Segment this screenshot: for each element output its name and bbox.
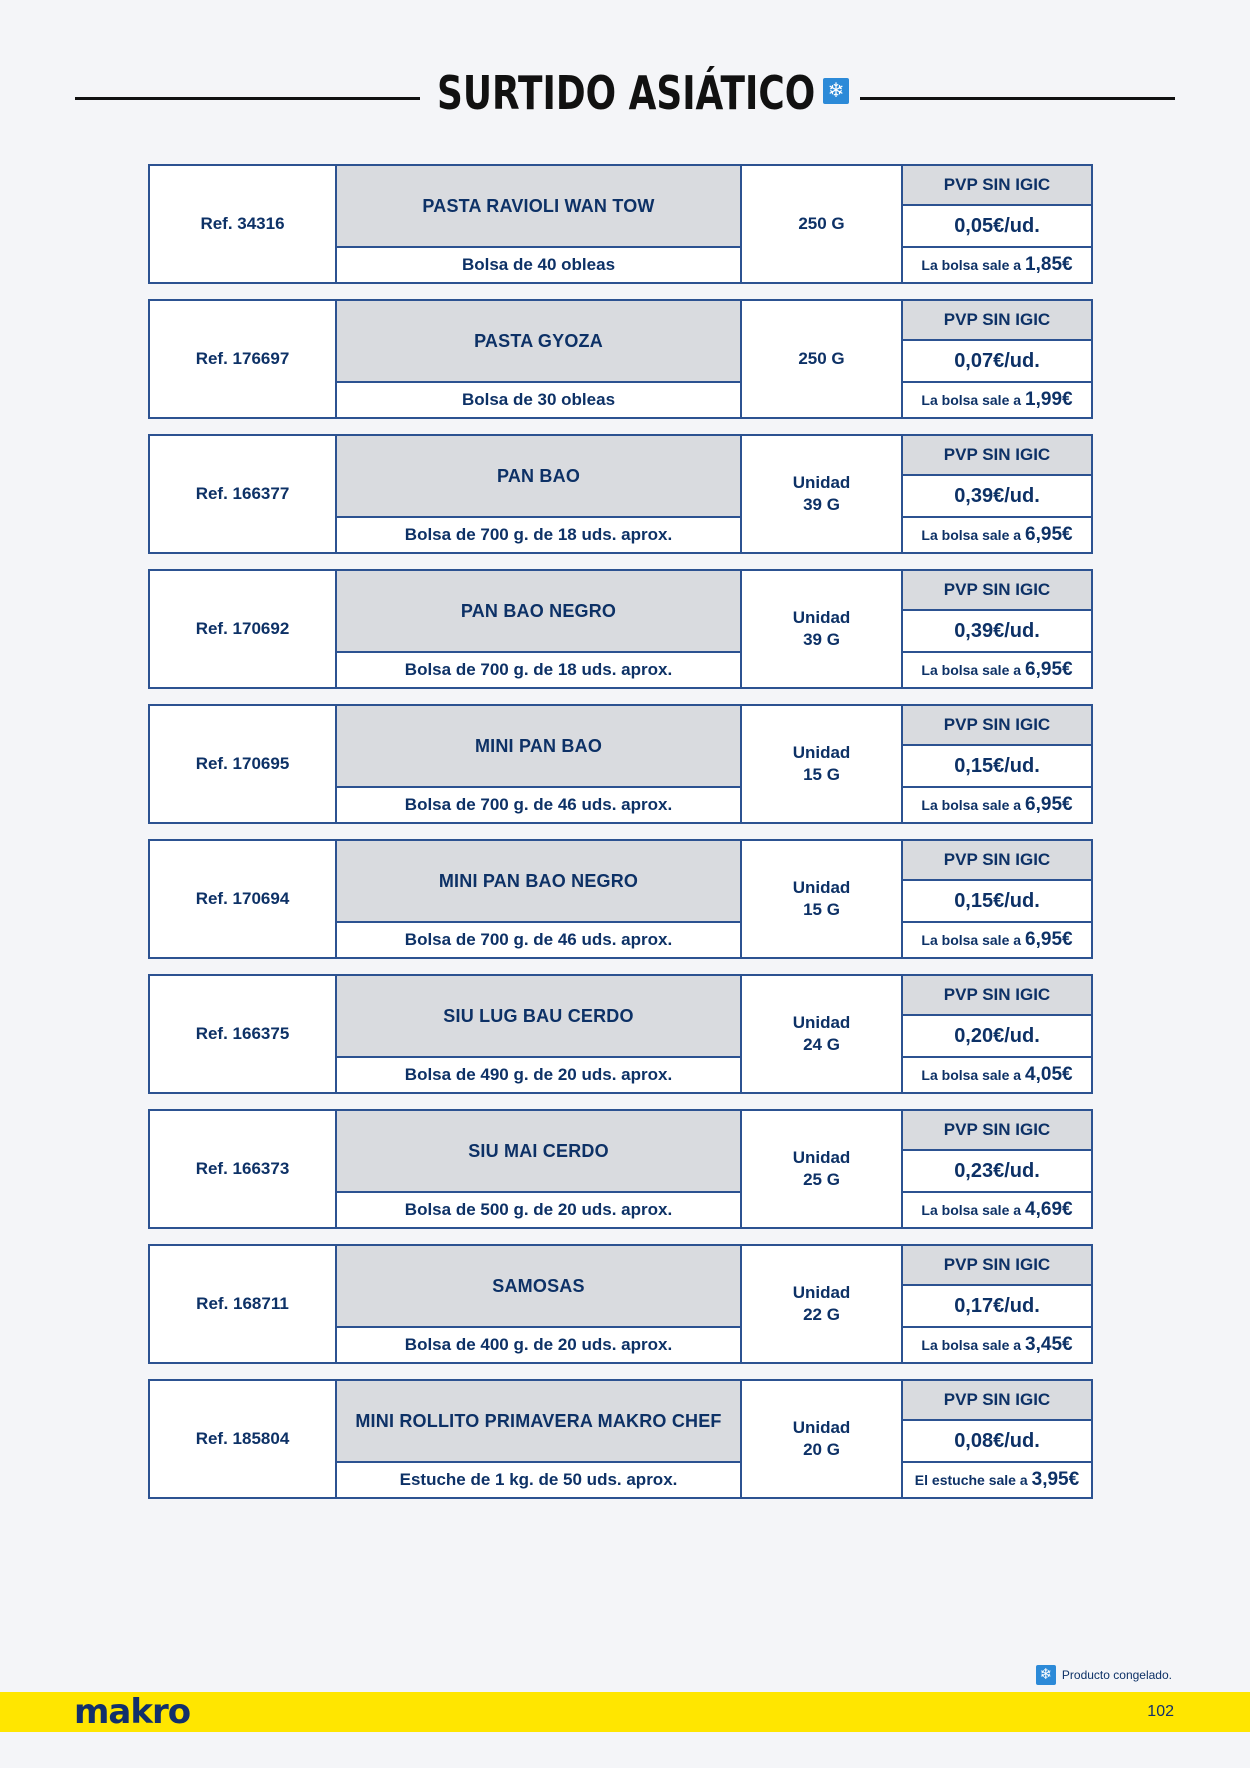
weight-value: 39 G xyxy=(803,495,840,514)
product-name: MINI PAN BAO NEGRO xyxy=(337,841,742,923)
product-ref: Ref. 170694 xyxy=(150,841,337,957)
product-card xyxy=(148,299,1093,419)
pack-price-label: La bolsa sale a xyxy=(921,527,1022,543)
product-weight xyxy=(742,841,903,957)
pack-price xyxy=(903,1193,1091,1227)
price-header: PVP SIN IGIC xyxy=(903,1111,1091,1151)
header-rule-left xyxy=(75,97,420,100)
weight-value: 15 G xyxy=(803,900,840,919)
pack-price xyxy=(903,1328,1091,1362)
price-header: PVP SIN IGIC xyxy=(903,166,1091,206)
product-weight xyxy=(742,166,903,282)
pack-price-label: La bolsa sale a xyxy=(921,932,1022,948)
product-ref: Ref. 168711 xyxy=(150,1246,337,1362)
weight-unit-label: Unidad xyxy=(792,1418,851,1437)
pack-price-value: 6,95€ xyxy=(1025,794,1073,815)
product-name: PASTA GYOZA xyxy=(337,301,742,383)
weight-value: 24 G xyxy=(803,1035,840,1054)
unit-price: 0,05€/ud. xyxy=(903,206,1091,248)
pack-price-value: 3,95€ xyxy=(1031,1469,1080,1490)
snowflake-icon: ❄ xyxy=(1036,1665,1056,1685)
weight-value: 250 G xyxy=(798,214,845,233)
price-header: PVP SIN IGIC xyxy=(903,706,1091,746)
weight-value: 25 G xyxy=(803,1170,840,1189)
pack-price xyxy=(903,1463,1091,1497)
price-header: PVP SIN IGIC xyxy=(903,976,1091,1016)
weight-unit-label: Unidad xyxy=(792,743,851,762)
pack-price xyxy=(903,518,1091,552)
price-header: PVP SIN IGIC xyxy=(903,436,1091,476)
product-description: Bolsa de 700 g. de 46 uds. aprox. xyxy=(337,923,742,957)
page-title: SURTIDO ASIÁTICO xyxy=(437,66,816,120)
unit-price: 0,20€/ud. xyxy=(903,1016,1091,1058)
product-name: PASTA RAVIOLI WAN TOW xyxy=(337,166,742,248)
pack-price-label: La bolsa sale a xyxy=(921,797,1022,813)
unit-price: 0,39€/ud. xyxy=(903,476,1091,518)
pack-price-label: La bolsa sale a xyxy=(921,662,1022,678)
product-card xyxy=(148,1109,1093,1229)
price-header: PVP SIN IGIC xyxy=(903,571,1091,611)
pack-price-label: La bolsa sale a xyxy=(921,1337,1022,1353)
makro-logo: makro xyxy=(74,1692,191,1732)
price-header: PVP SIN IGIC xyxy=(903,841,1091,881)
product-ref: Ref. 185804 xyxy=(150,1381,337,1497)
weight-unit-label: Unidad xyxy=(792,1283,851,1302)
unit-price: 0,15€/ud. xyxy=(903,881,1091,923)
page-header xyxy=(75,62,1175,132)
product-ref: Ref. 166375 xyxy=(150,976,337,1092)
product-name: PAN BAO NEGRO xyxy=(337,571,742,653)
product-card xyxy=(148,974,1093,1094)
product-card xyxy=(148,164,1093,284)
pack-price xyxy=(903,653,1091,687)
product-ref: Ref. 34316 xyxy=(150,166,337,282)
pack-price-value: 3,45€ xyxy=(1025,1334,1073,1355)
pack-price-value: 6,95€ xyxy=(1025,659,1073,680)
product-name: PAN BAO xyxy=(337,436,742,518)
weight-unit-label: Unidad xyxy=(792,473,851,492)
legend-text: Producto congelado. xyxy=(1061,1668,1172,1682)
product-description: Bolsa de 700 g. de 18 uds. aprox. xyxy=(337,518,742,552)
unit-price: 0,39€/ud. xyxy=(903,611,1091,653)
product-weight xyxy=(742,706,903,822)
product-name: MINI ROLLITO PRIMAVERA MAKRO CHEF xyxy=(337,1381,742,1463)
product-name: MINI PAN BAO xyxy=(337,706,742,788)
product-weight xyxy=(742,1381,903,1497)
weight-unit-label: Unidad xyxy=(792,878,851,897)
product-description: Bolsa de 490 g. de 20 uds. aprox. xyxy=(337,1058,742,1092)
product-description: Bolsa de 400 g. de 20 uds. aprox. xyxy=(337,1328,742,1362)
pack-price xyxy=(903,923,1091,957)
product-description: Estuche de 1 kg. de 50 uds. aprox. xyxy=(337,1463,742,1497)
weight-value: 22 G xyxy=(803,1305,840,1324)
product-weight xyxy=(742,436,903,552)
pack-price-label: La bolsa sale a xyxy=(921,392,1022,408)
pack-price xyxy=(903,1058,1091,1092)
product-card xyxy=(148,569,1093,689)
weight-unit-label: Unidad xyxy=(792,1148,851,1167)
pack-price-label: La bolsa sale a xyxy=(921,1067,1022,1083)
frozen-legend xyxy=(1036,1665,1172,1685)
weight-value: 20 G xyxy=(803,1440,840,1459)
page-number: 102 xyxy=(1147,1703,1174,1720)
product-weight xyxy=(742,301,903,417)
product-name: SIU MAI CERDO xyxy=(337,1111,742,1193)
unit-price: 0,08€/ud. xyxy=(903,1421,1091,1463)
pack-price-value: 6,95€ xyxy=(1025,929,1073,950)
pack-price-value: 1,99€ xyxy=(1025,389,1073,410)
product-description: Bolsa de 500 g. de 20 uds. aprox. xyxy=(337,1193,742,1227)
product-weight xyxy=(742,1111,903,1227)
pack-price xyxy=(903,383,1091,417)
product-weight xyxy=(742,571,903,687)
pack-price-label: La bolsa sale a xyxy=(921,257,1022,273)
pack-price-value: 4,69€ xyxy=(1025,1199,1073,1220)
product-name: SIU LUG BAU CERDO xyxy=(337,976,742,1058)
product-card xyxy=(148,704,1093,824)
unit-price: 0,17€/ud. xyxy=(903,1286,1091,1328)
weight-value: 250 G xyxy=(798,349,845,368)
snowflake-icon: ❄ xyxy=(823,78,849,104)
product-description: Bolsa de 40 obleas xyxy=(337,248,742,282)
product-ref: Ref. 166373 xyxy=(150,1111,337,1227)
weight-unit-label: Unidad xyxy=(792,608,851,627)
product-card xyxy=(148,1244,1093,1364)
header-rule-right xyxy=(860,97,1175,100)
pack-price-label: El estuche sale a xyxy=(914,1472,1028,1488)
product-card xyxy=(148,839,1093,959)
price-header: PVP SIN IGIC xyxy=(903,1246,1091,1286)
price-header: PVP SIN IGIC xyxy=(903,301,1091,341)
product-description: Bolsa de 700 g. de 18 uds. aprox. xyxy=(337,653,742,687)
product-ref: Ref. 166377 xyxy=(150,436,337,552)
weight-value: 39 G xyxy=(803,630,840,649)
product-card xyxy=(148,1379,1093,1499)
pack-price-value: 1,85€ xyxy=(1025,254,1073,275)
pack-price xyxy=(903,248,1091,282)
page-footer xyxy=(0,1692,1250,1732)
product-ref: Ref. 176697 xyxy=(150,301,337,417)
pack-price xyxy=(903,788,1091,822)
price-header: PVP SIN IGIC xyxy=(903,1381,1091,1421)
weight-value: 15 G xyxy=(803,765,840,784)
product-description: Bolsa de 30 obleas xyxy=(337,383,742,417)
product-ref: Ref. 170692 xyxy=(150,571,337,687)
product-weight xyxy=(742,976,903,1092)
pack-price-value: 6,95€ xyxy=(1025,524,1073,545)
unit-price: 0,07€/ud. xyxy=(903,341,1091,383)
pack-price-value: 4,05€ xyxy=(1025,1064,1073,1085)
product-name: SAMOSAS xyxy=(337,1246,742,1328)
unit-price: 0,15€/ud. xyxy=(903,746,1091,788)
product-ref: Ref. 170695 xyxy=(150,706,337,822)
product-card xyxy=(148,434,1093,554)
weight-unit-label: Unidad xyxy=(792,1013,851,1032)
pack-price-label: La bolsa sale a xyxy=(921,1202,1022,1218)
unit-price: 0,23€/ud. xyxy=(903,1151,1091,1193)
product-description: Bolsa de 700 g. de 46 uds. aprox. xyxy=(337,788,742,822)
product-weight xyxy=(742,1246,903,1362)
